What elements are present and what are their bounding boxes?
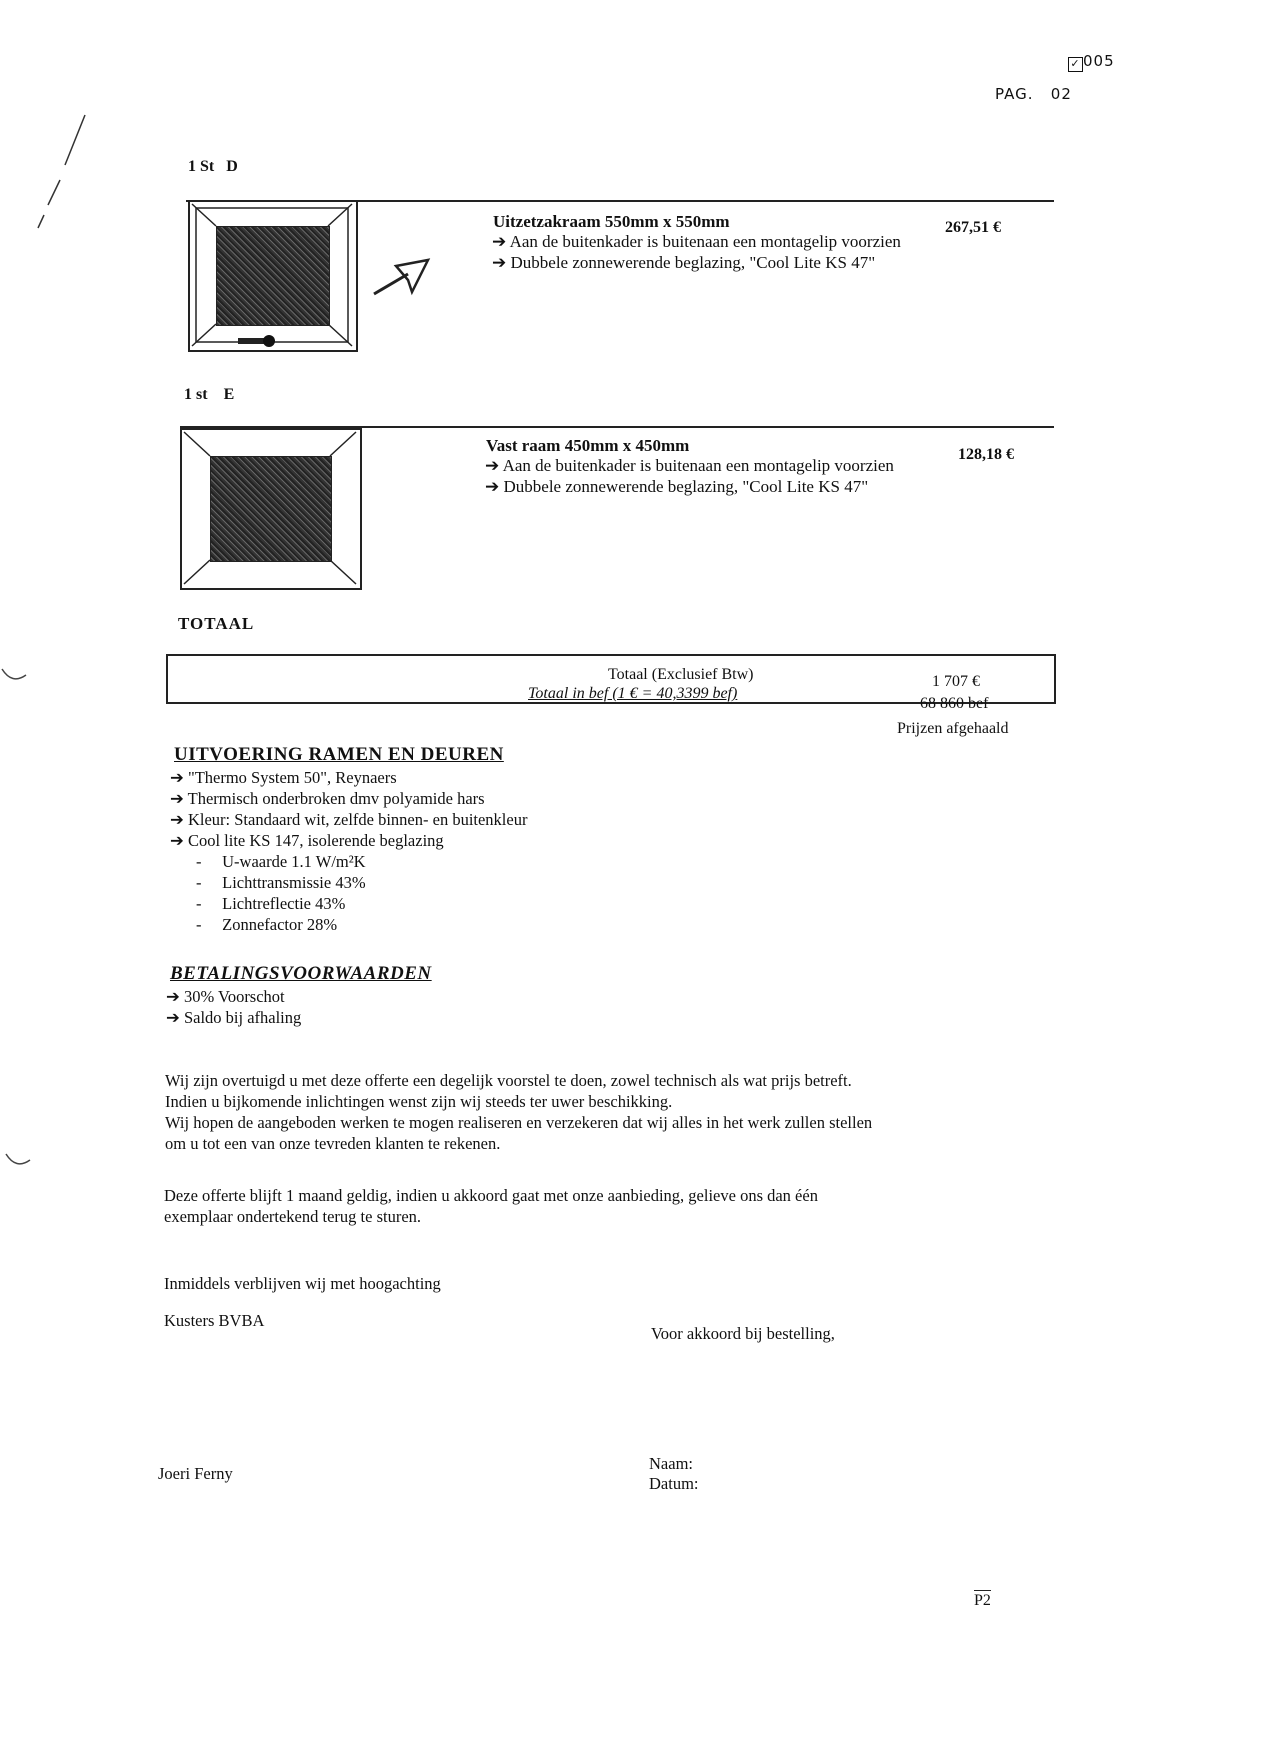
arrow-right-icon: ➔ — [166, 987, 180, 1006]
fax-check-icon: ✓ — [1068, 57, 1083, 72]
company-name: Kusters BVBA — [164, 1311, 265, 1330]
punch-hole-mark — [4, 1150, 34, 1174]
arrow-right-icon: ➔ — [492, 232, 507, 251]
price-note: Prijzen afgehaald — [897, 720, 1009, 737]
glazing-specs — [196, 851, 366, 935]
punch-hole-mark — [0, 665, 30, 689]
uitvoering-list — [170, 767, 527, 851]
item-d-qty: 1 St D — [188, 158, 238, 175]
text-line: Deze offerte blijft 1 maand geldig, indien u akkoord gaat met onze aanbieding, gelieve ons dan één — [164, 1186, 818, 1205]
arrow-right-icon: ➔ — [485, 477, 500, 496]
text-line: Wij hopen de aangeboden werken te mogen realiseren en verzekeren dat wij alles in het werk zullen stellen — [165, 1113, 873, 1132]
list-item: ➔ Saldo bij afhaling — [166, 1008, 302, 1027]
arrow-right-icon: ➔ — [485, 456, 500, 475]
window-e-drawing — [180, 428, 362, 590]
total-excl-label: Totaal (Exclusief Btw) — [608, 666, 754, 683]
letter-paragraph-1 — [165, 1070, 1065, 1154]
item-e-qty: 1 st E — [184, 386, 235, 403]
total-bef-value: 68 860 bef — [920, 695, 989, 712]
arrow-right-icon: ➔ — [170, 810, 184, 829]
list-item: ➔ 30% Voorschot — [166, 987, 285, 1006]
item-d-title: Uitzetzakraam 550mm x 550mm — [493, 212, 730, 231]
text-line: om u tot een van onze tevreden klanten te rekenen. — [165, 1134, 501, 1153]
item-e-price: 128,18 € — [958, 446, 1014, 463]
total-bef-label: Totaal in bef (1 € = 40,3399 bef) — [528, 685, 738, 702]
uitvoering-title: UITVOERING RAMEN EN DEUREN — [174, 744, 504, 765]
letter-closing: Inmiddels verblijven wij met hoogachting — [164, 1274, 441, 1293]
arrow-right-icon: ➔ — [166, 1008, 180, 1027]
agree-line: Voor akkoord bij bestelling, — [651, 1324, 835, 1343]
text-line: Wij zijn overtuigd u met deze offerte een degelijk voorstel te doen, zowel technisch als wat prijs betreft. — [165, 1071, 852, 1090]
window-d-drawing — [188, 200, 358, 352]
item-e-feature-1: ➔ Aan de buitenkader is buitenaan een montagelip voorzien — [485, 456, 894, 475]
list-item: - U-waarde 1.1 W/m²K — [196, 852, 366, 871]
opening-arrow-icon — [372, 258, 432, 304]
page-tag: P2 — [974, 1592, 991, 1609]
item-d-price: 267,51 € — [945, 219, 1001, 236]
list-item: ➔ Kleur: Standaard wit, zelfde binnen- en buitenkleur — [170, 810, 528, 829]
arrow-right-icon: ➔ — [170, 768, 184, 787]
list-item: - Lichttransmissie 43% — [196, 873, 366, 892]
list-item: - Lichtreflectie 43% — [196, 894, 346, 913]
item-e-title: Vast raam 450mm x 450mm — [486, 436, 690, 455]
list-item: ➔ Cool lite KS 147, isolerende beglazing — [170, 831, 444, 850]
fax-page-label: PAG. 02 — [995, 85, 1072, 103]
item-e-feature-2: ➔ Dubbele zonnewerende beglazing, "Cool Lite KS 47" — [485, 477, 869, 496]
arrow-right-icon: ➔ — [170, 831, 184, 850]
signer-name: Joeri Ferny — [158, 1464, 233, 1483]
arrow-right-icon: ➔ — [170, 789, 184, 808]
item-d-feature-1: ➔ Aan de buitenkader is buitenaan een montagelip voorzien — [492, 232, 901, 251]
letter-paragraph-2 — [164, 1185, 1064, 1227]
arrow-right-icon: ➔ — [492, 253, 507, 272]
betaling-title: BETALINGSVOORWAARDEN — [170, 963, 432, 984]
totaal-heading: TOTAAL — [178, 614, 255, 633]
datum-label: Datum: — [649, 1474, 699, 1493]
fax-page-code: ✓ 005 — [1068, 52, 1115, 72]
list-item: ➔ Thermisch onderbroken dmv polyamide hars — [170, 789, 485, 808]
list-item: ➔ "Thermo System 50", Reynaers — [170, 768, 397, 787]
betaling-list — [166, 986, 301, 1028]
text-line: exemplaar ondertekend terug te sturen. — [164, 1207, 422, 1226]
item-d-feature-2: ➔ Dubbele zonnewerende beglazing, "Cool Lite KS 47" — [492, 253, 876, 272]
text-line: Indien u bijkomende inlichtingen wenst zijn wij steeds ter uwer beschikking. — [165, 1092, 673, 1111]
list-item: - Zonnefactor 28% — [196, 915, 338, 934]
total-excl-value: 1 707 € — [932, 673, 980, 690]
naam-label: Naam: — [649, 1454, 693, 1473]
scan-artifact-line — [20, 110, 90, 230]
